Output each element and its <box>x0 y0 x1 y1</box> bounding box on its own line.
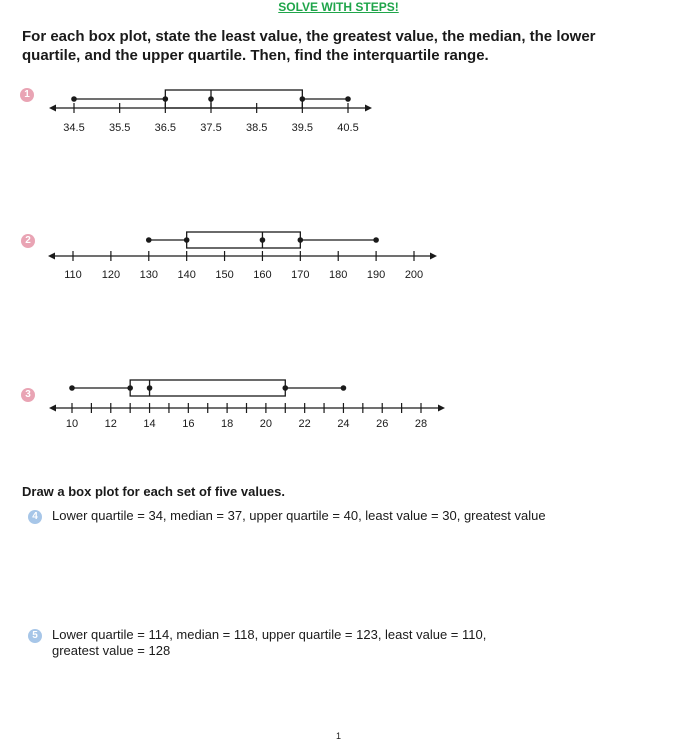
lower-quartile-point <box>127 385 133 391</box>
exercise-5-line-2: greatest value = 128 <box>52 643 171 658</box>
section-2-title: Draw a box plot for each set of five values. <box>22 484 285 499</box>
tick-label: 170 <box>291 269 310 281</box>
greatest-value-point <box>341 385 347 391</box>
number-line-right-arrow <box>365 105 372 112</box>
number-line-left-arrow <box>48 253 55 260</box>
tick-label: 150 <box>215 269 234 281</box>
page-number: 1 <box>335 731 341 741</box>
least-value-point <box>69 385 75 391</box>
exercise-5-line-1: Lower quartile = 114, median = 118, upper quartile = 123, least value = 110, <box>52 627 487 642</box>
tick-label: 10 <box>65 418 79 430</box>
tick-label: 20 <box>259 418 273 430</box>
tick-label: 26 <box>376 418 389 430</box>
tick-label: 160 <box>253 269 272 281</box>
interquartile-box <box>130 380 285 396</box>
exercise-4-badge: 4 <box>28 510 42 524</box>
median-point <box>147 385 153 391</box>
tick-label: 37.5 <box>200 122 222 134</box>
exercise-5-badge: 5 <box>28 629 42 643</box>
tick-label: 18 <box>220 418 234 430</box>
interquartile-box <box>165 90 302 108</box>
box-plot-2 <box>0 225 677 285</box>
least-value-point <box>71 96 77 102</box>
lower-quartile-point <box>163 96 169 102</box>
tick-label: 39.5 <box>291 122 314 134</box>
interquartile-box <box>187 232 301 248</box>
tick-label: 190 <box>366 269 386 281</box>
median-point <box>208 96 214 102</box>
exercise-5-text <box>52 627 486 659</box>
tick-label: 16 <box>182 418 195 430</box>
exercise-4-text <box>52 508 546 524</box>
tick-label: 24 <box>337 418 350 430</box>
solve-with-steps-link[interactable]: SOLVE WITH STEPS! <box>278 0 399 14</box>
problem-3-badge: 3 <box>21 388 35 402</box>
upper-quartile-point <box>298 237 304 243</box>
least-value-point <box>146 237 152 243</box>
tick-label: 120 <box>101 269 121 281</box>
tick-label: 110 <box>64 269 82 281</box>
instructions-text: For each box plot, state the least value, the greatest value, the median, the lower quartile, and the upper quartile. Then, find the interquartile range. <box>22 28 596 64</box>
greatest-value-point <box>373 237 379 243</box>
tick-label: 12 <box>104 418 117 430</box>
tick-label: 40.5 <box>337 122 359 134</box>
number-line-left-arrow <box>49 405 56 412</box>
tick-label: 140 <box>177 269 196 281</box>
lower-quartile-point <box>184 237 190 243</box>
tick-label: 36.5 <box>154 122 177 134</box>
number-line-left-arrow <box>49 105 56 112</box>
problem-1-badge: 1 <box>20 88 34 102</box>
upper-quartile-point <box>282 385 288 391</box>
tick-label: 200 <box>404 269 424 281</box>
tick-label: 34.5 <box>63 122 85 134</box>
problem-2-badge: 2 <box>21 234 35 248</box>
exercise-4-line: Lower quartile = 34, median = 37, upper quartile = 40, least value = 30, greatest value <box>52 508 546 523</box>
tick-label: 38.5 <box>245 122 268 134</box>
tick-label: 180 <box>329 269 348 281</box>
number-line-right-arrow <box>438 405 445 412</box>
tick-label: 22 <box>298 418 311 430</box>
box-plot-1 <box>0 80 677 140</box>
tick-label: 130 <box>139 269 158 281</box>
upper-quartile-point <box>300 96 306 102</box>
tick-label: 35.5 <box>108 122 131 134</box>
greatest-value-point <box>345 96 351 102</box>
box-plot-3 <box>0 375 677 435</box>
tick-label: 14 <box>143 418 156 430</box>
median-point <box>260 237 266 243</box>
number-line-right-arrow <box>430 253 437 260</box>
tick-label: 28 <box>414 418 428 430</box>
